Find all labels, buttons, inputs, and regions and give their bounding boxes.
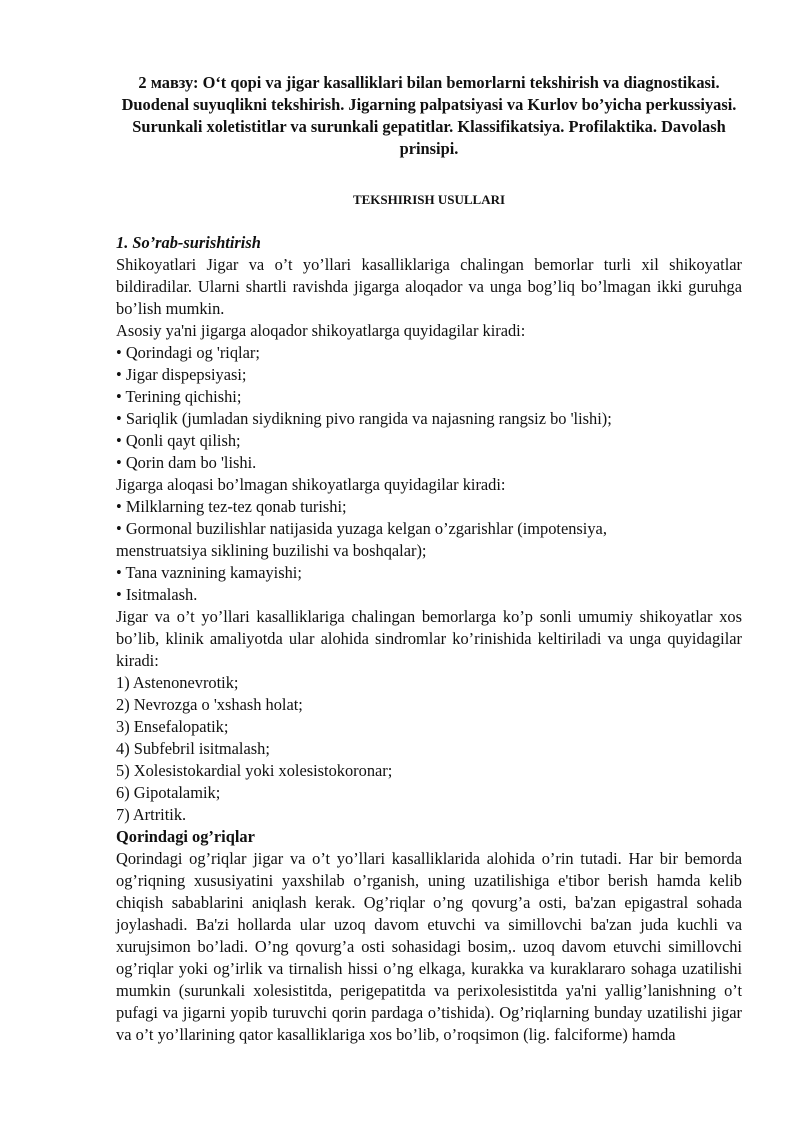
document-title: 2 мавзу: O‘t qopi va jigar kasalliklari bilan bemorlarni tekshirish va diagnostikasi. Duodenal suyuqlikni tekshirish. Jigarning palpatsiyasi va Kurlov bo’yicha perkussiyasi. Surunkali xoletistitlar va surunkali gepatitlar. Klassifikatsiya. Profilaktika. Davolash prinsipi. xyxy=(121,73,737,158)
list-item: • Isitmalash. xyxy=(116,585,198,604)
non-liver-complaints-intro: Jigarga aloqasi bo’lmagan shikoyatlarga quyidagilar kiradi: xyxy=(116,475,506,494)
list-item: • Tana vaznining kamayishi; xyxy=(116,563,302,582)
liver-complaints-intro: Asosiy ya'ni jigarga aloqador shikoyatlarga quyidagilar kiradi: xyxy=(116,321,526,340)
list-item: • Terining qichishi; xyxy=(116,387,242,406)
syndromes-intro-paragraph: Jigar va o’t yo’llari kasalliklariga chalingan bemorlarga ko’p sonli umumiy shikoyatlar xos bo’lib, klinik amaliyotda ular alohida sindromlar ko’rinishida keltiriladi va unga quyidagilar kiradi: xyxy=(116,607,742,670)
list-item: 4) Subfebril isitmalash; xyxy=(116,739,270,758)
list-item: 1) Astenonevrotik; xyxy=(116,673,239,692)
section-heading-interview: 1. So’rab-surishtirish xyxy=(116,233,261,252)
list-item: • Qorindagi og 'riqlar; xyxy=(116,343,260,362)
liver-complaints-list xyxy=(116,342,742,474)
non-liver-complaints-list xyxy=(116,496,742,606)
list-item: 5) Xolesistokardial yoki xolesistokoronar; xyxy=(116,761,393,780)
list-item: • Gormonal buzilishlar natijasida yuzaga kelgan o’zgarishlar (impotensiya, menstruatsiya siklining buzilishi va boshqalar); xyxy=(116,519,607,560)
section-heading-abdominal-pain: Qorindagi og’riqlar xyxy=(116,827,255,846)
syndromes-list xyxy=(116,672,742,826)
abdominal-pain-paragraph: Qorindagi og’riqlar jigar va o’t yo’llari kasalliklarida alohida o’rin tutadi. Har bir bemorda og’riqning xususiyatini yaxshilab o’rganish, uning uzatilishiga e'tibor berish hamda kelib chiqish sabablarini aniqlash kerak. Og’riqlar o’ng qovurg’a osti, ba'zan epigastral sohada joylashadi. Ba'zi hollarda ular uzoq davom etuvchi va simillovchi ba'zan juda kuchli va xurujsimon bo’ladi. O’ng qovurg’a osti sohasidagi bosim,. uzoq davom etuvchi simillovchi og’riqlar yoki og’irlik va tirnalish hissi o’ng elkaga, kurakka va kuraklararo sohaga uzatilishi mumkin (surunkali xolesistitda, perigepatitda va perixolesistitda ya'ni yallig’lanishning o’t pufagi va jigarni yopib turuvchi qorin pardaga o’tishida). Og’riqlarning bunday uzatilishi jigar va o’t yo’llarining qator kasalliklariga xos bo’lib, o’roqsimon (lig. falciforme) hamda xyxy=(116,849,742,1044)
list-item: 3) Ensefalopatik; xyxy=(116,717,229,736)
list-item: • Milklarning tez-tez qonab turishi; xyxy=(116,497,347,516)
complaints-intro-paragraph: Shikoyatlari Jigar va o’t yo’llari kasalliklariga chalingan bemorlar turli xil shikoyatlar bildiradilar. Ularni shartli ravishda jigarga aloqador va unga bog’liq bo’lmagan ikki guruhga bo’lish mumkin. xyxy=(116,255,742,318)
list-item: 6) Gipotalamik; xyxy=(116,783,221,802)
list-item: • Jigar dispepsiyasi; xyxy=(116,365,247,384)
list-item: • Qorin dam bo 'lishi. xyxy=(116,453,257,472)
section-subtitle: TEKSHIRISH USULLARI xyxy=(352,192,506,207)
document-page xyxy=(116,72,742,1046)
list-item: 2) Nevrozga o 'xshash holat; xyxy=(116,695,303,714)
list-item: 7) Artritik. xyxy=(116,805,187,824)
list-item: • Qonli qayt qilish; xyxy=(116,431,241,450)
list-item: • Sariqlik (jumladan siydikning pivo rangida va najasning rangsiz bo 'lishi); xyxy=(116,409,612,428)
